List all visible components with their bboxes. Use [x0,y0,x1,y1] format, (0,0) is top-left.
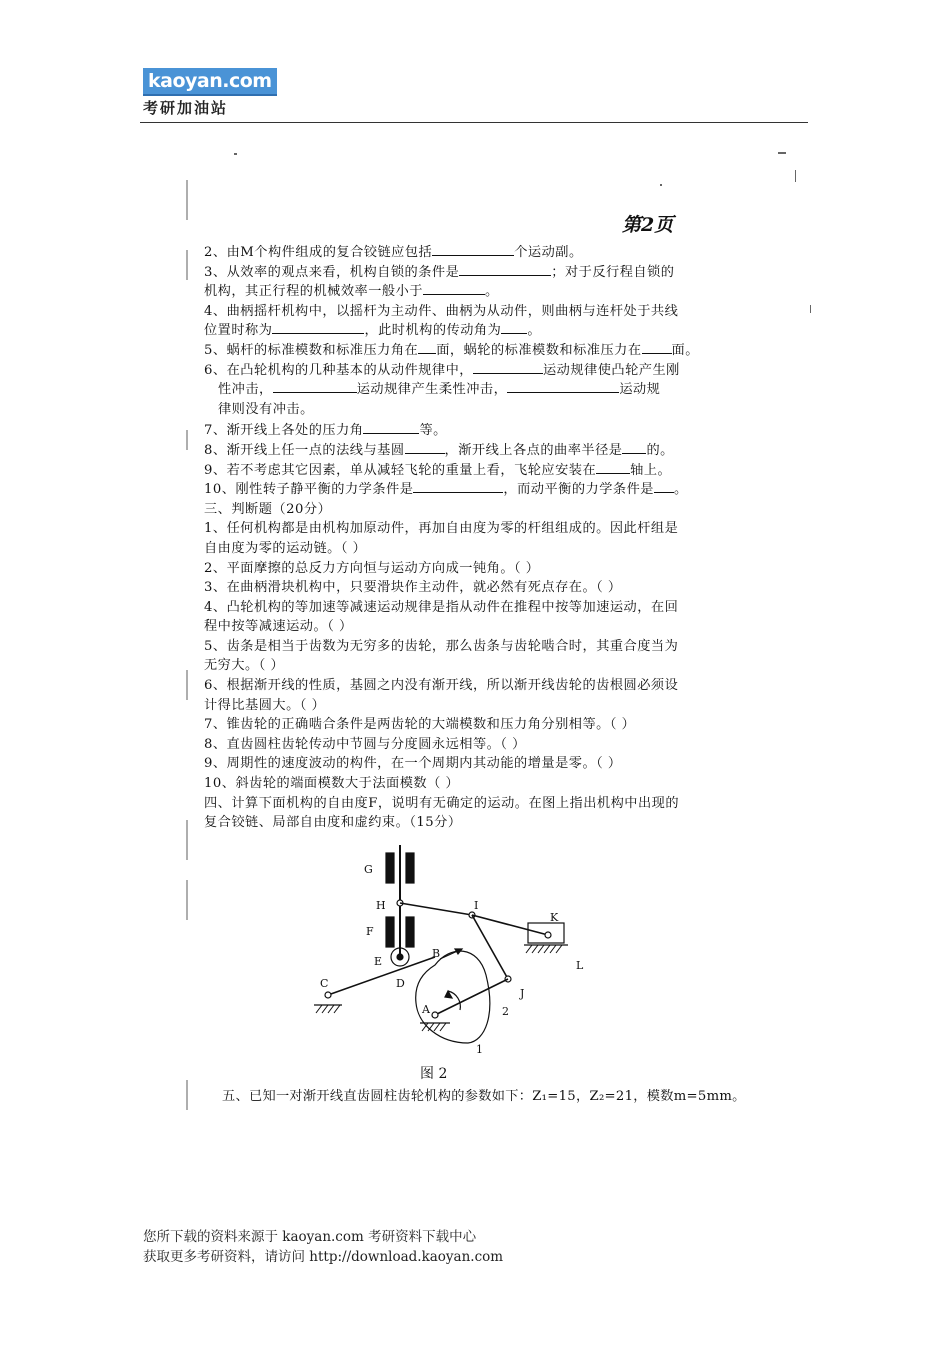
label-1: 1 [476,1043,483,1056]
label-k: K [550,911,559,924]
question-6: 6、在凸轮机构的几种基本的从动件规律中， 运动规律使凸轮产生刚 [204,362,680,378]
label-b: B [432,947,441,960]
link-hi [400,903,472,915]
judgment-line: 6、根据渐开线的性质，基圆之内没有渐开线，所以渐开线齿轮的齿根圆必须设 [204,678,679,694]
judgment-line: 7、锥齿轮的正确啮合条件是两齿轮的大端模数和压力角分别相等。（ ） [204,717,636,733]
judgment-line: 4、凸轮机构的等加速等减速运动规律是指从动件在推程中按等加速运动，在回 [204,599,679,615]
judgment-line: 1、任何机构都是由机构加原动件，再加自由度为零的杆组组成的。因此杆组是 [204,521,679,537]
logo-text: kaoyan.com [143,68,277,96]
guide-f-right [406,917,414,947]
footer-line-2: 获取更多考研资料，请访问 http://download.kaoyan.com [143,1249,504,1265]
guide-g-right [406,853,414,883]
question-3: 3、从效率的观点来看，机构自锁的条件是 ；对于反行程自锁的 [204,264,675,280]
scan-speck [795,170,796,182]
label-f: F [366,925,374,938]
judgment-line: 5、齿条是相当于齿数为无穷多的齿轮，那么齿条与齿轮啮合时，其重合度当为 [204,638,679,654]
label-h: H [376,899,386,912]
footer [143,1227,503,1267]
judgment-line: 程中按等减速运动。（ ） [204,619,353,635]
label-j: J [520,987,525,1000]
question-3-cont: 机构，其正行程的机械效率一般小于 。 [204,284,499,300]
question-9: 9、若不考虑其它因素，单从减轻飞轮的重量上看，飞轮应安装在 轴上。 [204,462,672,478]
judgment-line: 无穷大。（ ） [204,658,285,674]
section-4-line: 复合铰链、局部自由度和虚约束。（15分） [204,815,462,831]
label-g: G [364,863,373,876]
section-5: 五、已知一对渐开线直齿圆柱齿轮机构的参数如下：Z₁=15，Z₂=21，模数m=5mm。 [222,1089,746,1104]
question-6-cont: 性冲击， 运动规律产生柔性冲击， 运动规 [218,382,661,398]
judgment-line: 自由度为零的运动链。（ ） [204,540,367,556]
question-2: 2、由M个构件组成的复合铰链应包括 个运动副。 [204,245,583,260]
scan-speck [660,184,662,186]
question-8: 8、渐开线上任一点的法线与基圆 ，渐开线上各点的曲率半径是 的。 [204,442,674,458]
mechanism-diagram [300,845,600,1085]
guide-f-left [386,917,394,947]
link-ik [472,915,548,935]
guide-g-left [386,853,394,883]
link-ij [472,915,508,979]
question-10: 10、刚性转子静平衡的力学条件是 ，而动平衡的力学条件是 。 [204,482,688,498]
scan-speck [778,152,786,154]
joint-a [432,1012,438,1018]
exam-content [204,243,704,833]
logo-subtitle: 考研加油站 [143,99,229,117]
judgment-line: 计得比基圆大。（ ） [204,697,326,713]
label-l: L [576,959,584,972]
section-3-title: 三、判断题（20分） [204,501,332,517]
label-i: I [474,899,479,912]
judgment-line: 8、直齿圆柱齿轮传动中节圆与分度圆永远相等。（ ） [204,736,526,752]
question-6-end: 律则没有冲击。 [218,401,314,417]
header-divider [140,122,808,123]
label-a: A [422,1003,430,1016]
label-d: D [396,977,405,990]
site-logo [143,68,272,118]
margin-scan-marks [186,180,188,1110]
footer-line-1: 您所下载的资料来源于 kaoyan.com 考研资料下载中心 [143,1229,477,1245]
judgment-line: 2、平面摩擦的总反力方向恒与运动方向成一钝角。（ ） [204,560,540,576]
question-5: 5、蜗杆的标准模数和标准压力角在 面，蜗轮的标准模数和标准压力在 面。 [204,342,699,358]
label-e: E [374,955,383,968]
question-4-cont: 位置时称为 ，此时机构的传动角为 。 [204,323,541,339]
label-2: 2 [502,1005,509,1018]
question-4: 4、曲柄摇杆机构中，以摇杆为主动件、曲柄为从动件，则曲柄与连杆处于共线 [204,303,679,319]
label-c: C [320,977,329,990]
judgment-line: 3、在曲柄滑块机构中，只要滑块作主动件，就必然有死点存在。（ ） [204,580,622,596]
section-4-line: 四、计算下面机构的自由度F，说明有无确定的运动。在图上指出机构中出现的 [204,795,680,811]
page-number-handwritten: 第2页 [622,214,674,236]
judgment-line: 10、斜齿轮的端面模数大于法面模数（ ） [204,776,460,792]
cam-1 [416,951,490,1043]
judgment-line: 9、周期性的速度波动的构件，在一个周期内其动能的增量是零。（ ） [204,756,622,772]
scan-speck [810,305,811,313]
scan-speck [234,153,237,155]
question-7: 7、渐开线上各处的压力角 等。 [204,423,447,439]
figure-caption: 图 2 [420,1066,448,1082]
